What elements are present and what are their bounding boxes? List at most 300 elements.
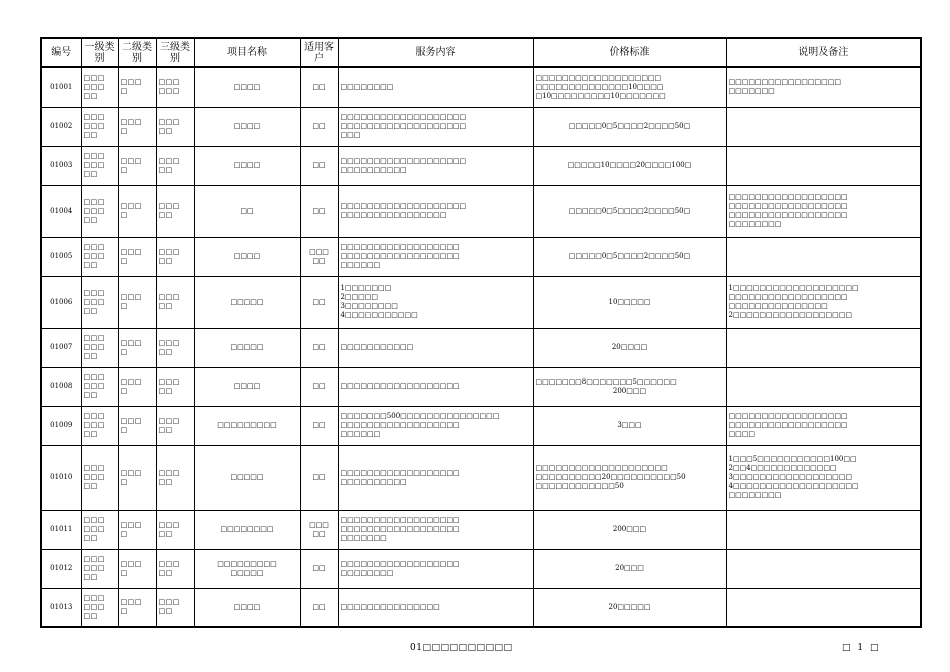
- cell-cat3: [156, 588, 194, 627]
- cell-content: [338, 510, 533, 549]
- cell-cat1-line: □□: [83, 91, 98, 100]
- table-row: [41, 67, 921, 107]
- cell-cat1-line: □□□: [83, 206, 105, 215]
- cell-price-line: 20□□□□: [611, 343, 648, 351]
- cell-cat3: [156, 67, 194, 107]
- cell-cat1: [81, 588, 118, 627]
- cell-client-line: □□□: [309, 247, 329, 256]
- cell-cat2: [118, 237, 156, 276]
- cell-notes-line: 2□□4□□□□□□□□□□□□□: [728, 464, 837, 472]
- cell-cat3-line: □□: [158, 256, 173, 265]
- cell-cat1-line: □□□: [83, 113, 105, 121]
- cell-notes-line: 4□□□□□□□□□□□□□□□□□□□: [728, 482, 859, 490]
- cell-cat1-line: □□: [83, 482, 98, 490]
- cell-cat3-line: □□: [158, 211, 173, 219]
- cell-cat1-line: □□: [83, 573, 98, 581]
- table-row: [41, 549, 921, 588]
- cell-price-line: □□□□□0□5□□□□2□□□□50□: [568, 206, 691, 215]
- cell-price: [533, 588, 726, 627]
- cell-content-line: 3□□□□□□□□: [340, 302, 398, 310]
- cell-name: [194, 549, 300, 588]
- page-number: □ 1 □: [842, 643, 881, 653]
- cell-content-line: □□□□□□□□□□□□□□□□□□□: [340, 202, 467, 210]
- header-cat2: 二级类别: [118, 38, 156, 67]
- cell-cat1-line: □□: [83, 352, 98, 360]
- cell-price: [533, 107, 726, 146]
- table-row: [41, 107, 921, 146]
- cell-notes-line: □□□□□□□□□□□□□□□□□: [728, 78, 841, 87]
- cell-cat1-line: □□□: [83, 343, 105, 351]
- cell-notes-line: □□□□□□□□□□□□□□□□□□: [728, 211, 848, 219]
- cell-name-line: □□□□: [233, 382, 261, 390]
- cell-name-line: □□□□□□□□□: [217, 559, 277, 568]
- cell-code: 01001: [41, 67, 81, 107]
- cell-cat3: [156, 406, 194, 445]
- cell-cat2-line: □: [120, 607, 128, 616]
- cell-cat3-line: □□□: [158, 78, 180, 87]
- cell-client: [300, 445, 338, 510]
- cell-code: 01008: [41, 367, 81, 406]
- cell-notes-line: □□□□□□□□: [728, 220, 782, 228]
- cell-cat3-line: □□: [158, 165, 173, 174]
- cell-notes-line: □□□□□□□□□□□□□□□: [728, 302, 828, 310]
- cell-cat1-line: □□: [83, 534, 98, 542]
- cell-cat1-line: □□□: [83, 252, 105, 260]
- cell-cat1-line: □□□: [83, 525, 105, 533]
- cell-notes-line: 1□□□5□□□□□□□□□□□100□□: [728, 455, 857, 463]
- cell-code: 01013: [41, 588, 81, 627]
- cell-content-line: □□□□□□□□□□□□□□□: [340, 602, 440, 611]
- cell-cat3-line: □□□: [158, 559, 180, 568]
- cell-content: [338, 549, 533, 588]
- cell-cat3: [156, 367, 194, 406]
- cell-cat1-line: □□□: [83, 161, 105, 169]
- cell-notes-line: □□□□□□□□: [728, 491, 782, 499]
- cell-price-line: □□□□□□□□□□□□50: [535, 482, 624, 490]
- cell-cat1-line: □□□: [83, 334, 105, 342]
- cell-cat2-line: □: [120, 87, 128, 96]
- cell-cat3-line: □□□: [158, 598, 180, 607]
- cell-content-line: □□□□□□□□□□□□□□□□□□: [340, 421, 460, 429]
- cell-client: [300, 237, 338, 276]
- cell-notes: [726, 328, 921, 367]
- cell-cat2-line: □□□: [120, 468, 142, 477]
- cell-cat2: [118, 510, 156, 549]
- cell-name-line: □□□□□: [230, 473, 264, 481]
- cell-content-line: □□□□□□□□□□□□□□□□□□□: [340, 113, 467, 121]
- cell-cat1-line: □□: [83, 261, 98, 269]
- cell-name: [194, 588, 300, 627]
- cell-cat1-line: □□□: [83, 197, 105, 206]
- cell-cat1-line: □□□: [83, 297, 105, 306]
- cell-content-line: □□□□□□□□: [340, 82, 394, 91]
- cell-client-line: □□: [312, 382, 326, 390]
- table-row: [41, 276, 921, 328]
- cell-cat1-line: □□: [83, 215, 98, 224]
- header-row: [41, 38, 921, 67]
- cell-content-line: □□□□□□□□□□□□□□□□□□: [340, 243, 460, 251]
- cell-cat3-line: □□□: [158, 87, 180, 96]
- cell-cat1: [81, 510, 118, 549]
- cell-cat2-line: □□□: [120, 559, 142, 568]
- cell-cat3: [156, 185, 194, 237]
- cell-cat3-line: □□: [158, 607, 173, 616]
- cell-name: [194, 276, 300, 328]
- cell-content-line: □□□□□□□□□□□□□□□□□□: [340, 559, 460, 568]
- cell-cat1-line: □□□: [83, 412, 105, 420]
- cell-content-line: □□□□□□□□□□□□□□□□□□: [340, 525, 460, 533]
- table-row: [41, 445, 921, 510]
- cell-cat1-line: □□□: [83, 73, 105, 82]
- cell-content-line: 1□□□□□□□: [340, 284, 392, 292]
- cell-content: [338, 367, 533, 406]
- cell-cat2-line: □□□: [120, 202, 142, 210]
- cell-notes: [726, 276, 921, 328]
- cell-name-line: □□□□: [233, 122, 261, 130]
- cell-price-line: □□□□□0□5□□□□2□□□□50□: [568, 252, 691, 260]
- cell-cat2-line: □□□: [120, 156, 142, 165]
- cell-cat2: [118, 107, 156, 146]
- cell-notes-line: □□□□: [728, 430, 755, 438]
- cell-cat1: [81, 185, 118, 237]
- cell-content: [338, 185, 533, 237]
- cell-content: [338, 107, 533, 146]
- cell-price-line: 3□□□: [617, 421, 642, 429]
- cell-name: [194, 185, 300, 237]
- table-row: [41, 510, 921, 549]
- header-cat1: 一级类别: [81, 38, 118, 67]
- cell-notes-line: □□□□□□□□□□□□□□□□□□: [728, 421, 848, 429]
- cell-cat1: [81, 107, 118, 146]
- cell-content-line: □□□□□□□500□□□□□□□□□□□□□□□: [340, 412, 500, 420]
- cell-notes: [726, 445, 921, 510]
- cell-cat2: [118, 67, 156, 107]
- table-row: [41, 406, 921, 445]
- cell-client-line: □□: [312, 421, 326, 429]
- cell-cat3-line: □□□: [158, 247, 180, 256]
- cell-client-line: □□: [312, 564, 326, 572]
- cell-name-line: □□□□□: [230, 343, 264, 351]
- cell-notes: [726, 67, 921, 107]
- cell-content: [338, 276, 533, 328]
- cell-content-line: □□□□□□□□: [340, 568, 394, 577]
- cell-name-line: □□□□□: [230, 297, 264, 306]
- cell-notes: [726, 510, 921, 549]
- cell-client: [300, 107, 338, 146]
- cell-cat3-line: □□□: [158, 156, 180, 165]
- cell-price-line: □□□□□0□5□□□□2□□□□50□: [568, 122, 691, 130]
- cell-cat2: [118, 367, 156, 406]
- cell-client: [300, 276, 338, 328]
- cell-content-line: □□□: [340, 131, 361, 139]
- cell-price: [533, 445, 726, 510]
- cell-cat2-line: □□□: [120, 598, 142, 607]
- cell-client-line: □□: [312, 82, 326, 91]
- cell-price: [533, 406, 726, 445]
- cell-notes: [726, 406, 921, 445]
- cell-cat2-line: □: [120, 302, 128, 310]
- cell-cat3: [156, 237, 194, 276]
- cell-cat2-line: □: [120, 425, 128, 434]
- cell-notes-line: □□□□□□□□□□□□□□□□□□: [728, 202, 848, 210]
- cell-content: [338, 146, 533, 185]
- cell-cat1: [81, 445, 118, 510]
- cell-cat3-line: □□: [158, 126, 173, 135]
- cell-cat1-line: □□: [83, 306, 98, 315]
- cell-cat1: [81, 328, 118, 367]
- cell-cat3-line: □□: [158, 347, 173, 356]
- cell-price-line: 20□□□□□: [608, 602, 651, 611]
- cell-content-line: □□□□□□□□□□□: [340, 343, 414, 351]
- cell-name-line: □□□□□□□□□: [217, 421, 277, 429]
- cell-client-line: □□: [312, 473, 326, 481]
- cell-client-line: □□: [312, 529, 326, 538]
- cell-cat1-line: □□□: [83, 602, 105, 611]
- cell-cat1-line: □□□: [83, 593, 105, 602]
- cell-cat3: [156, 107, 194, 146]
- cell-price-line: 200□□□: [612, 386, 647, 395]
- cell-cat2-line: □: [120, 165, 128, 174]
- cell-client: [300, 549, 338, 588]
- cell-notes: [726, 146, 921, 185]
- cell-code: 01010: [41, 445, 81, 510]
- cell-name: [194, 367, 300, 406]
- cell-name: [194, 107, 300, 146]
- cell-price: [533, 185, 726, 237]
- cell-notes: [726, 107, 921, 146]
- cell-price-line: □□□□□□□□□□□□□□□□□□□: [535, 73, 662, 82]
- cell-client: [300, 510, 338, 549]
- cell-cat2-line: □: [120, 529, 128, 538]
- cell-cat1-line: □□□: [83, 288, 105, 297]
- cell-cat1-line: □□: [83, 430, 98, 438]
- cell-price-line: □□□□□10□□□□20□□□□100□: [567, 161, 692, 169]
- cell-content-line: □□□□□□□□□□□□□□□□□□□: [340, 156, 467, 165]
- cell-cat1: [81, 406, 118, 445]
- cell-price-line: 20□□□: [615, 564, 644, 572]
- cell-name: [194, 237, 300, 276]
- cell-cat2: [118, 406, 156, 445]
- cell-content-line: 4□□□□□□□□□□□: [340, 311, 418, 319]
- cell-notes: [726, 549, 921, 588]
- cell-cat2: [118, 146, 156, 185]
- cell-client-line: □□: [312, 297, 326, 306]
- cell-cat3: [156, 146, 194, 185]
- cell-name: [194, 67, 300, 107]
- cell-cat1-line: □□□: [83, 373, 105, 381]
- cell-cat1: [81, 549, 118, 588]
- cell-name: [194, 406, 300, 445]
- cell-content-line: □□□□□□□□□□□□□□□□□□□: [340, 122, 467, 130]
- cell-cat3-line: □□: [158, 568, 173, 577]
- cell-content-line: □□□□□□□□□□: [340, 477, 407, 486]
- cell-cat2-line: □□□: [120, 293, 142, 301]
- cell-content: [338, 445, 533, 510]
- fee-schedule-sheet: [40, 37, 920, 628]
- cell-cat1: [81, 67, 118, 107]
- cell-name-line: □□□□□: [230, 568, 264, 577]
- footer-caption: 01□□□□□□□□□□: [410, 643, 513, 653]
- cell-price: [533, 237, 726, 276]
- cell-name: [194, 510, 300, 549]
- cell-price: [533, 367, 726, 406]
- cell-name-line: □□: [240, 206, 254, 215]
- cell-cat2-line: □□□: [120, 338, 142, 347]
- cell-cat3-line: □□□: [158, 416, 180, 425]
- cell-name-line: □□□□: [233, 82, 261, 91]
- cell-cat1-line: □□□: [83, 516, 105, 524]
- cell-cat2-line: □□□: [120, 117, 142, 126]
- cell-code: 01004: [41, 185, 81, 237]
- cell-cat2: [118, 549, 156, 588]
- cell-name-line: □□□□: [233, 161, 261, 169]
- cell-notes-line: □□□□□□□: [728, 87, 775, 96]
- cell-cat3-line: □□□: [158, 520, 180, 529]
- cell-cat2-line: □□□: [120, 416, 142, 425]
- cell-price-line: 10□□□□□: [608, 297, 651, 306]
- header-price: 价格标准: [533, 38, 726, 67]
- cell-cat2-line: □: [120, 568, 128, 577]
- cell-notes: [726, 237, 921, 276]
- cell-code: 01009: [41, 406, 81, 445]
- cell-content-line: □□□□□□□□□□□□□□□□□□: [340, 516, 460, 524]
- header-notes: 说明及备注: [726, 38, 921, 67]
- cell-cat2: [118, 588, 156, 627]
- cell-price: [533, 67, 726, 107]
- cell-price: [533, 328, 726, 367]
- cell-content-line: 2□□□□□: [340, 293, 379, 301]
- cell-notes: [726, 588, 921, 627]
- cell-cat2-line: □: [120, 256, 128, 265]
- cell-client-line: □□: [312, 161, 326, 169]
- cell-cat3: [156, 549, 194, 588]
- cell-content: [338, 237, 533, 276]
- cell-content-line: □□□□□□□□□□: [340, 165, 407, 174]
- cell-cat1-line: □□□: [83, 122, 105, 130]
- cell-cat1-line: □□: [83, 611, 98, 620]
- header-code: 编号: [41, 38, 81, 67]
- table-row: [41, 588, 921, 627]
- header-cat3: 三级类别: [156, 38, 194, 67]
- cell-name: [194, 445, 300, 510]
- cell-cat2-line: □□□: [120, 520, 142, 529]
- cell-content-line: □□□□□□□□□□□□□□□□□□: [340, 252, 460, 260]
- cell-notes-line: 2□□□□□□□□□□□□□□□□□□: [728, 311, 853, 319]
- cell-content-line: □□□□□□□□□□□□□□□□□□: [340, 468, 460, 477]
- cell-cat3: [156, 328, 194, 367]
- cell-cat3-line: □□□: [158, 202, 180, 210]
- cell-price: [533, 549, 726, 588]
- cell-cat3: [156, 510, 194, 549]
- cell-cat1-line: □□□: [83, 421, 105, 429]
- cell-client: [300, 67, 338, 107]
- cell-cat1: [81, 367, 118, 406]
- header-name: 项目名称: [194, 38, 300, 67]
- cell-cat2-line: □: [120, 126, 128, 135]
- cell-code: 01006: [41, 276, 81, 328]
- cell-notes-line: 1□□□□□□□□□□□□□□□□□□□: [728, 284, 859, 292]
- cell-content-line: □□□□□□□□□□□□□□□□□□: [340, 382, 460, 390]
- cell-cat3-line: □□: [158, 477, 173, 486]
- cell-cat2-line: □: [120, 211, 128, 219]
- cell-notes-line: □□□□□□□□□□□□□□□□□□: [728, 193, 848, 201]
- cell-content: [338, 588, 533, 627]
- cell-client: [300, 406, 338, 445]
- fee-schedule-table: [40, 37, 922, 628]
- cell-name-line: □□□□□□□□: [220, 525, 274, 533]
- cell-client: [300, 588, 338, 627]
- cell-cat2-line: □□□: [120, 78, 142, 87]
- cell-client: [300, 185, 338, 237]
- cell-cat1-line: □□: [83, 131, 98, 139]
- cell-price-line: □□□□□□□□□□□□□□□□□□□□: [535, 464, 668, 472]
- cell-content: [338, 328, 533, 367]
- header-client: 适用客户: [300, 38, 338, 67]
- cell-cat2-line: □: [120, 386, 128, 395]
- cell-code: 01003: [41, 146, 81, 185]
- cell-cat3: [156, 276, 194, 328]
- cell-client-line: □□: [312, 206, 326, 215]
- cell-content-line: □□□□□□□: [340, 534, 387, 542]
- table-row: [41, 185, 921, 237]
- cell-cat2: [118, 445, 156, 510]
- cell-cat3-line: □□□: [158, 338, 180, 347]
- cell-price: [533, 276, 726, 328]
- cell-cat1: [81, 146, 118, 185]
- cell-cat1-line: □□: [83, 391, 98, 399]
- cell-client: [300, 328, 338, 367]
- cell-name: [194, 146, 300, 185]
- cell-name-line: □□□□: [233, 252, 261, 260]
- cell-cat3-line: □□□: [158, 117, 180, 126]
- cell-client-line: □□: [312, 343, 326, 351]
- cell-cat1-line: □□: [83, 170, 98, 178]
- cell-cat2-line: □: [120, 477, 128, 486]
- cell-cat3-line: □□: [158, 386, 173, 395]
- cell-code: 01012: [41, 549, 81, 588]
- cell-content: [338, 67, 533, 107]
- cell-cat2: [118, 185, 156, 237]
- cell-price-line: □□□□□□□8□□□□□□□5□□□□□□: [535, 377, 677, 386]
- cell-code: 01002: [41, 107, 81, 146]
- cell-cat3-line: □□□: [158, 293, 180, 301]
- cell-price-line: □□□□□□□□□□20□□□□□□□□□□50: [535, 473, 686, 481]
- cell-cat3-line: □□: [158, 529, 173, 538]
- table-row: [41, 146, 921, 185]
- cell-client: [300, 146, 338, 185]
- cell-cat3-line: □□□: [158, 468, 180, 477]
- cell-content-line: □□□□□□: [340, 430, 381, 438]
- cell-cat3-line: □□: [158, 425, 173, 434]
- table-row: [41, 367, 921, 406]
- cell-cat2-line: □□□: [120, 377, 142, 386]
- cell-code: 01007: [41, 328, 81, 367]
- cell-cat2: [118, 276, 156, 328]
- cell-code: 01005: [41, 237, 81, 276]
- cell-notes: [726, 185, 921, 237]
- cell-client-line: □□□: [309, 520, 329, 529]
- cell-cat1-line: □□□: [83, 555, 105, 563]
- table-body: [41, 67, 921, 627]
- cell-content-line: □□□□□□□□□□□□□□□□: [340, 211, 447, 219]
- cell-code: 01011: [41, 510, 81, 549]
- cell-cat2-line: □□□: [120, 247, 142, 256]
- cell-name: [194, 328, 300, 367]
- header-content: 服务内容: [338, 38, 533, 67]
- cell-cat3: [156, 445, 194, 510]
- cell-price-line: □□□□□□□□□□□□□□10□□□□: [535, 82, 664, 91]
- cell-notes: [726, 367, 921, 406]
